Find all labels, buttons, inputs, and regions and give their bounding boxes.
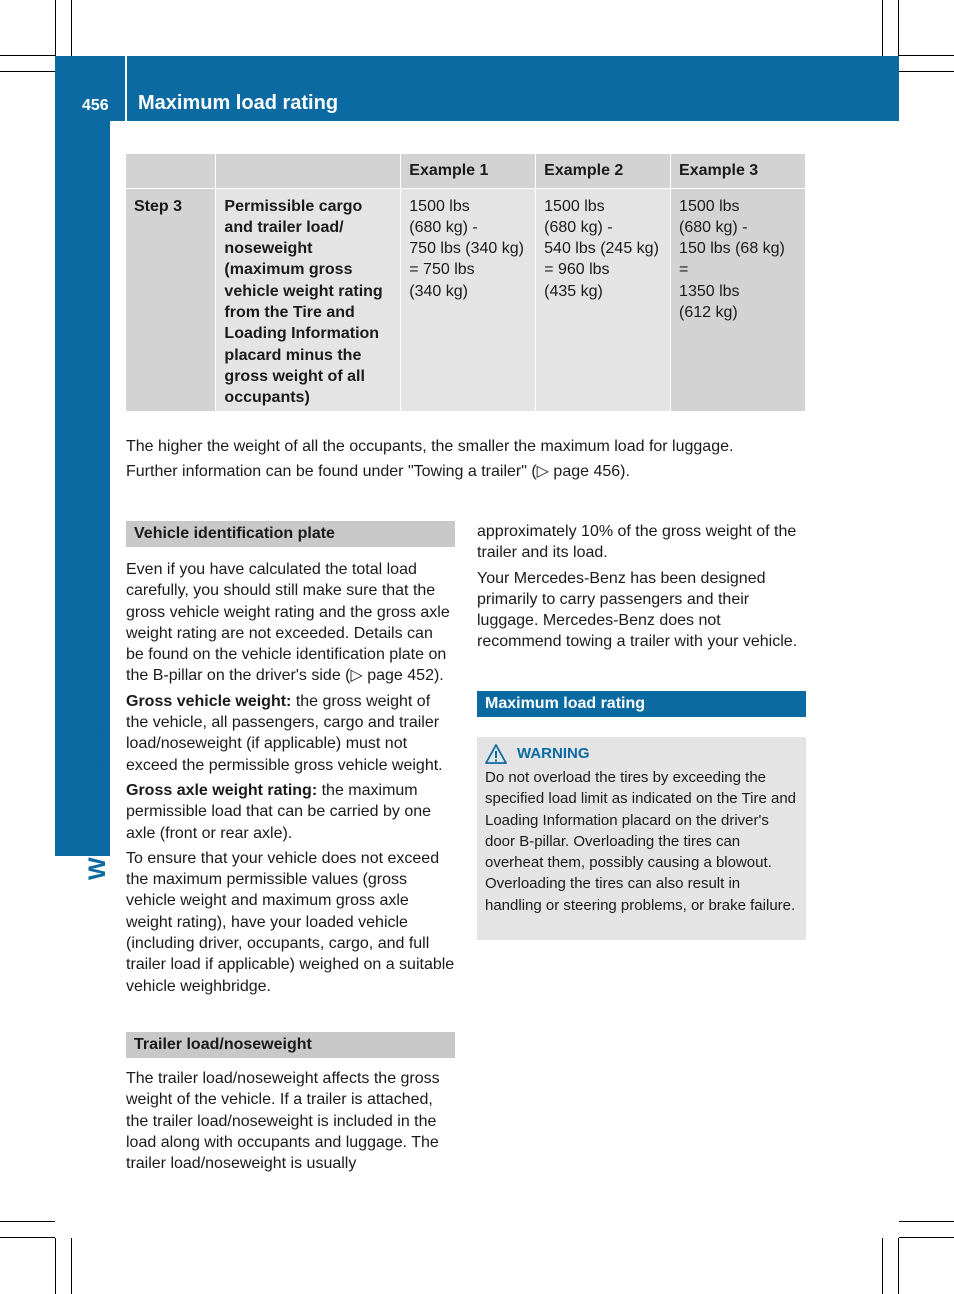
term: Gross axle weight rating: — [126, 781, 318, 799]
cell-line: 1500 lbs — [544, 197, 605, 215]
table-header-cell: Example 1 — [401, 154, 536, 188]
crop-mark — [899, 1221, 954, 1222]
definition: the gross weight of the vehicle, all passengers, cargo and trailer load/noseweight (if applicable) must not exceed the permissible gross vehicle weight. — [126, 692, 443, 774]
warning-label: WARNING — [517, 745, 590, 763]
cell-line: 750 lbs (340 kg) — [409, 240, 524, 258]
max-load-section — [477, 691, 806, 717]
section-heading-max-load: Maximum load rating — [477, 691, 806, 717]
cell-line: (680 kg) - — [679, 218, 748, 236]
cell-line: 1350 lbs — [679, 282, 740, 300]
term: Gross vehicle weight: — [126, 692, 292, 710]
cell-line: (680 kg) - — [544, 218, 613, 236]
side-tab-label: Wheels and tires — [84, 689, 111, 880]
paragraph — [126, 691, 455, 776]
crop-mark — [0, 55, 55, 56]
crop-mark — [899, 55, 954, 56]
cell-line: (340 kg) — [409, 282, 468, 300]
example-2-cell — [536, 188, 671, 411]
step-cell: Step 3 — [126, 188, 216, 411]
left-column-lower — [126, 1032, 455, 1178]
crop-mark — [0, 71, 55, 72]
crop-mark — [55, 1238, 56, 1294]
warning-text: Do not overload the tires by exceeding the specified load limit as indicated on the Tire and Loading Information placard on the driver's door B-pillar. Overloading the tires can overheat them, possibly causing a blowout. Overloading the tires can also result in handling or steering problems, or brake failure. — [485, 769, 797, 914]
table-header-cell — [126, 154, 216, 188]
cell-line: 150 lbs (68 kg) = — [679, 240, 785, 279]
page-number: 456 — [82, 97, 109, 114]
example-1-cell — [401, 188, 536, 411]
description-cell: Permissible cargo and trailer load/ noseweight (maximum gross vehicle weight rating from the Tire and Loading Information placard minus the gross weight of all occupants) — [216, 188, 401, 411]
paragraph — [126, 780, 455, 844]
crop-mark — [71, 1238, 72, 1294]
paragraph: The trailer load/noseweight affects the gross weight of the vehicle. If a trailer is attached, the trailer load/noseweight is included in the load along with occupants and luggage. The trailer load/noseweight is usually — [126, 1070, 440, 1173]
cell-line: (435 kg) — [544, 282, 603, 300]
load-table — [126, 154, 806, 411]
warning-triangle-icon — [485, 743, 507, 765]
crop-mark — [898, 1238, 899, 1294]
table-header-cell: Example 2 — [536, 154, 671, 188]
table-row — [126, 188, 806, 411]
note-text: The higher the weight of all the occupants, the smaller the maximum load for luggage. — [126, 438, 734, 455]
cell-line: = 960 lbs — [544, 261, 610, 279]
note-link-text[interactable]: Further information can be found under "Towing a trailer" (▷ page 456). — [126, 463, 630, 480]
paragraph: Your Mercedes-Benz has been designed primarily to carry passengers and their luggage. Mercedes-Benz does not recommend towing a trailer with your vehicle. — [477, 569, 798, 651]
definition: the maximum permissible load that can be carried by one axle (front or rear axle). — [126, 781, 432, 842]
example-3-cell — [671, 188, 806, 411]
crop-mark — [55, 0, 56, 56]
crop-mark — [882, 1238, 883, 1294]
cell-line: 1500 lbs — [409, 197, 470, 215]
table-header-cell — [216, 154, 401, 188]
section-heading-vehicle-plate: Vehicle identification plate — [126, 521, 455, 547]
crop-mark — [882, 0, 883, 56]
left-column — [126, 521, 455, 1001]
cell-line: 540 lbs (245 kg) — [544, 240, 659, 258]
page-title: Maximum load rating — [138, 92, 339, 114]
paragraph: Even if you have calculated the total load carefully, you should still make sure that the gross vehicle weight rating and the gross axle weight rating are not exceeded. Details can be found on the vehicle identification plate on the B-pillar on the driver's side (▷ page 452). — [126, 561, 450, 685]
cell-line: (612 kg) — [679, 303, 738, 321]
paragraph: approximately 10% of the gross weight of the trailer and its load. — [477, 523, 797, 562]
paragraph: To ensure that your vehicle does not exceed the maximum permissible values (gross vehicle weight and maximum gross axle weight rating), have your loaded vehicle (including driver, occupants, cargo, and full trailer load if applicable) weighed on a suitable vehicle weighbridge. — [126, 849, 455, 995]
warning-header — [485, 741, 798, 767]
cell-line: (680 kg) - — [409, 218, 478, 236]
crop-mark — [899, 1237, 954, 1238]
header-divider — [125, 56, 127, 121]
cell-line: = 750 lbs — [409, 261, 475, 279]
crop-mark — [0, 1221, 55, 1222]
cell-line: 1500 lbs — [679, 197, 740, 215]
right-column — [477, 521, 809, 657]
table-header-row — [126, 154, 806, 188]
crop-mark — [71, 0, 72, 56]
warning-box — [477, 737, 806, 940]
table-header-cell: Example 3 — [671, 154, 806, 188]
crop-mark — [898, 0, 899, 56]
crop-mark — [0, 1237, 55, 1238]
crop-mark — [899, 71, 954, 72]
section-heading-trailer: Trailer load/noseweight — [126, 1032, 455, 1058]
